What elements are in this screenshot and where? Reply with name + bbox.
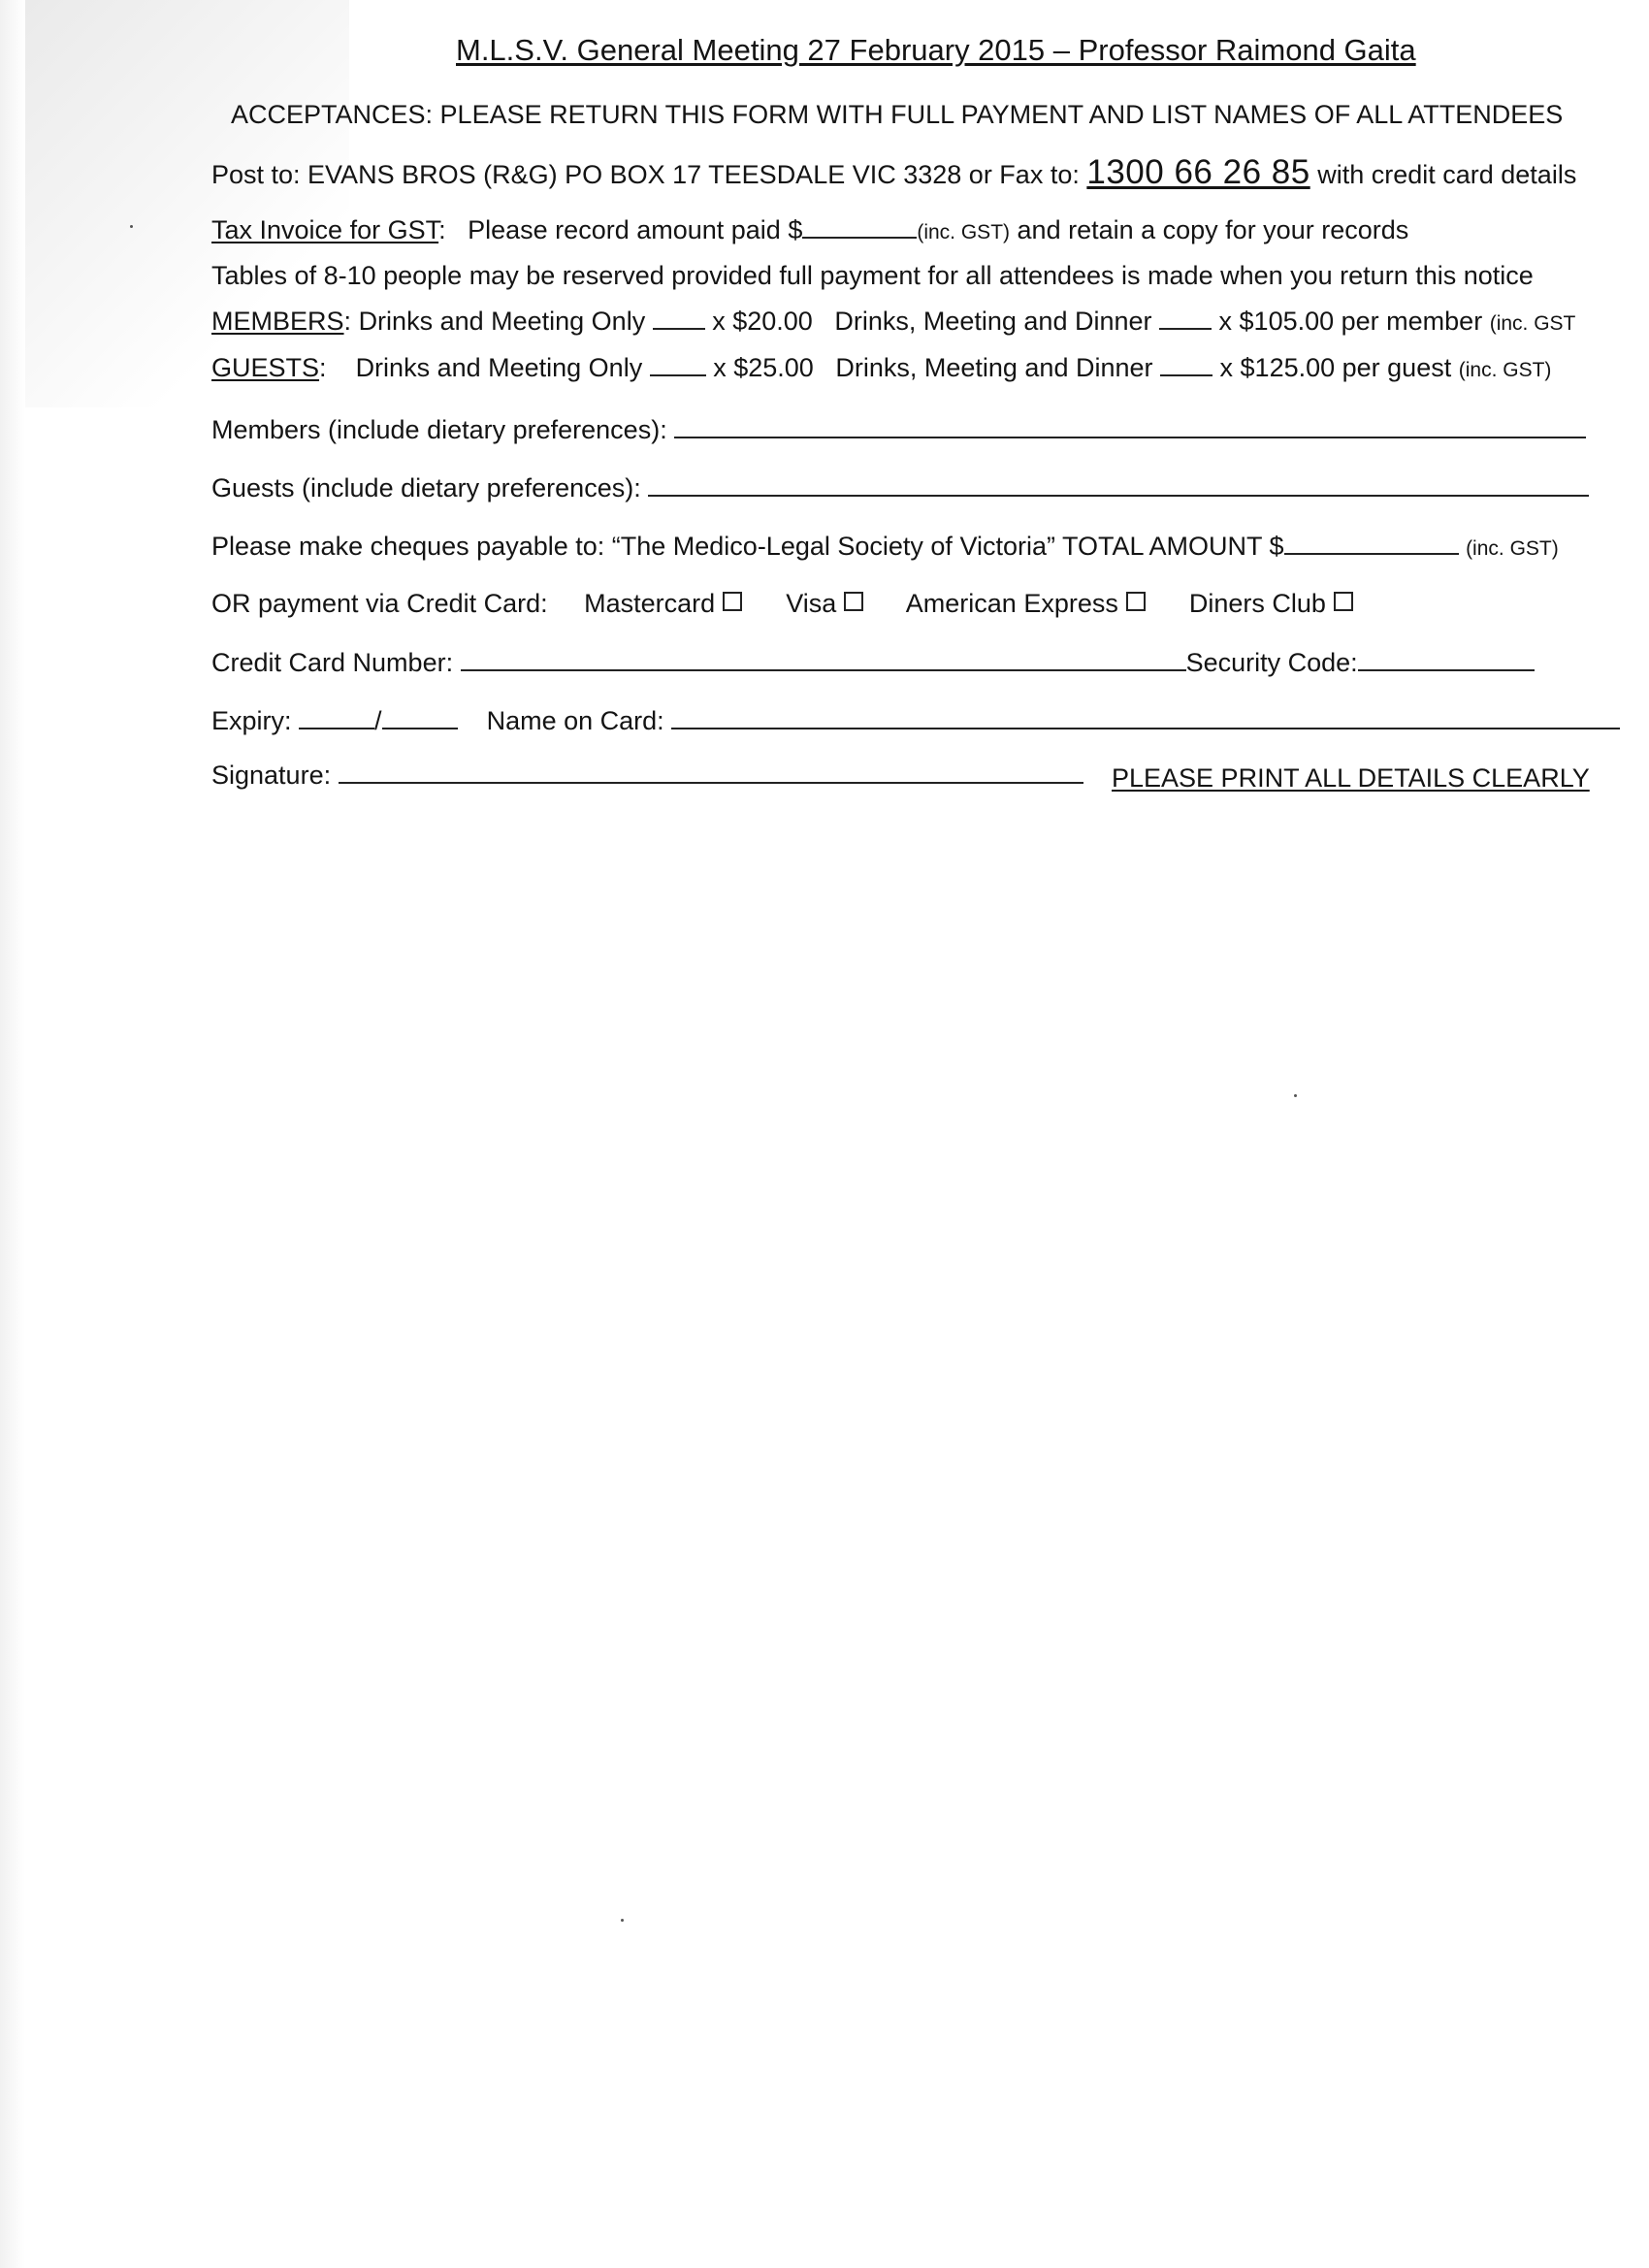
members-drinks-text: Drinks and Meeting Only [358, 307, 646, 336]
guests-price-drinks: x $25.00 [713, 353, 814, 382]
members-price-dinner: x $105.00 per member [1218, 307, 1483, 336]
total-gst-note: (inc. GST) [1466, 537, 1559, 560]
members-price-line [211, 305, 1575, 340]
security-code-label: Security Code: [1185, 648, 1358, 677]
members-label: MEMBERS [211, 307, 344, 336]
cc-number-label: Credit Card Number: [211, 648, 454, 677]
expiry-month-field[interactable] [299, 704, 374, 729]
expiry-year-field[interactable] [382, 704, 458, 729]
scan-speck [621, 1919, 624, 1922]
guests-preferences-field[interactable] [648, 471, 1589, 497]
members-gst-note: (inc. GST [1489, 312, 1576, 335]
members-drinks-qty-field[interactable] [653, 305, 705, 330]
diners-checkbox[interactable] [1334, 592, 1353, 611]
guests-drinks-text: Drinks and Meeting Only [355, 353, 643, 382]
amex-checkbox[interactable] [1126, 592, 1146, 611]
guests-preferences-line [211, 471, 1589, 503]
signature-field[interactable] [339, 759, 1083, 784]
members-dinner-text: Drinks, Meeting and Dinner [834, 307, 1152, 336]
scan-edge [0, 0, 25, 2268]
tax-invoice-label: Tax Invoice for GST [211, 215, 439, 244]
credit-card-type-line [211, 588, 1353, 619]
fax-number: 1300 66 26 85 [1086, 153, 1310, 191]
tax-colon: : [438, 215, 446, 244]
post-to-text: Post to: EVANS BROS (R&G) PO BOX 17 TEESDALE VIC 3328 or Fax to: [211, 160, 1080, 189]
signature-line [211, 759, 1083, 791]
members-preferences-field[interactable] [674, 413, 1586, 438]
mastercard-label: Mastercard [584, 589, 716, 618]
tax-tail-text: and retain a copy for your records [1017, 215, 1409, 244]
signature-label: Signature: [211, 761, 332, 790]
expiry-label: Expiry: [211, 706, 292, 735]
mastercard-checkbox[interactable] [723, 592, 742, 611]
credit-card-number-line [211, 646, 1535, 678]
security-code-field[interactable] [1358, 646, 1535, 671]
guests-dinner-text: Drinks, Meeting and Dinner [835, 353, 1153, 382]
form-title: M.L.S.V. General Meeting 27 February 2015 – Professor Raimond Gaita [456, 33, 1416, 67]
members-colon: : [343, 307, 352, 336]
amount-paid-field[interactable] [802, 213, 917, 239]
expiry-line [211, 704, 1620, 736]
guests-price-line [211, 351, 1551, 386]
payment-label: OR payment via Credit Card: [211, 589, 548, 618]
scan-speck [1294, 1094, 1297, 1097]
cheques-line [211, 530, 1559, 565]
acceptances-text: ACCEPTANCES: PLEASE RETURN THIS FORM WITH FULL PAYMENT AND LIST NAMES OF ALL ATTENDEES [231, 100, 1564, 129]
members-dinner-qty-field[interactable] [1159, 305, 1212, 330]
guests-label: GUESTS [211, 353, 320, 382]
total-amount-field[interactable] [1284, 530, 1459, 555]
guests-drinks-qty-field[interactable] [650, 351, 706, 376]
cheques-text: Please make cheques payable to: “The Medico-Legal Society of Victoria” TOTAL AMOUNT $ [211, 532, 1284, 561]
post-to-line [211, 153, 1577, 191]
members-preferences-line [211, 413, 1586, 445]
diners-label: Diners Club [1188, 589, 1326, 618]
scan-shading [0, 0, 349, 407]
scan-speck [130, 225, 133, 228]
name-on-card-field[interactable] [671, 704, 1620, 729]
visa-checkbox[interactable] [844, 592, 863, 611]
guests-colon: : [319, 353, 327, 382]
guests-gst-note: (inc. GST) [1458, 359, 1552, 381]
amex-label: American Express [905, 589, 1118, 618]
visa-label: Visa [786, 589, 837, 618]
expiry-slash: / [374, 706, 382, 735]
tax-text: Please record amount paid $ [468, 215, 803, 244]
cc-number-field[interactable] [461, 646, 1186, 671]
tax-gst-note: (inc. GST) [917, 221, 1011, 243]
tax-invoice-line [211, 213, 1408, 248]
guests-price-dinner: x $125.00 per guest [1219, 353, 1452, 382]
members-price-drinks: x $20.00 [712, 307, 813, 336]
print-clearly-note: PLEASE PRINT ALL DETAILS CLEARLY [1112, 763, 1590, 793]
guests-dinner-qty-field[interactable] [1160, 351, 1212, 376]
guests-preferences-label: Guests (include dietary preferences): [211, 473, 641, 502]
tables-text: Tables of 8-10 people may be reserved provided full payment for all attendees is made when you return this notice [211, 261, 1534, 290]
name-on-card-label: Name on Card: [486, 706, 664, 735]
members-preferences-label: Members (include dietary preferences): [211, 415, 667, 444]
post-tail-text: with credit card details [1317, 160, 1577, 189]
